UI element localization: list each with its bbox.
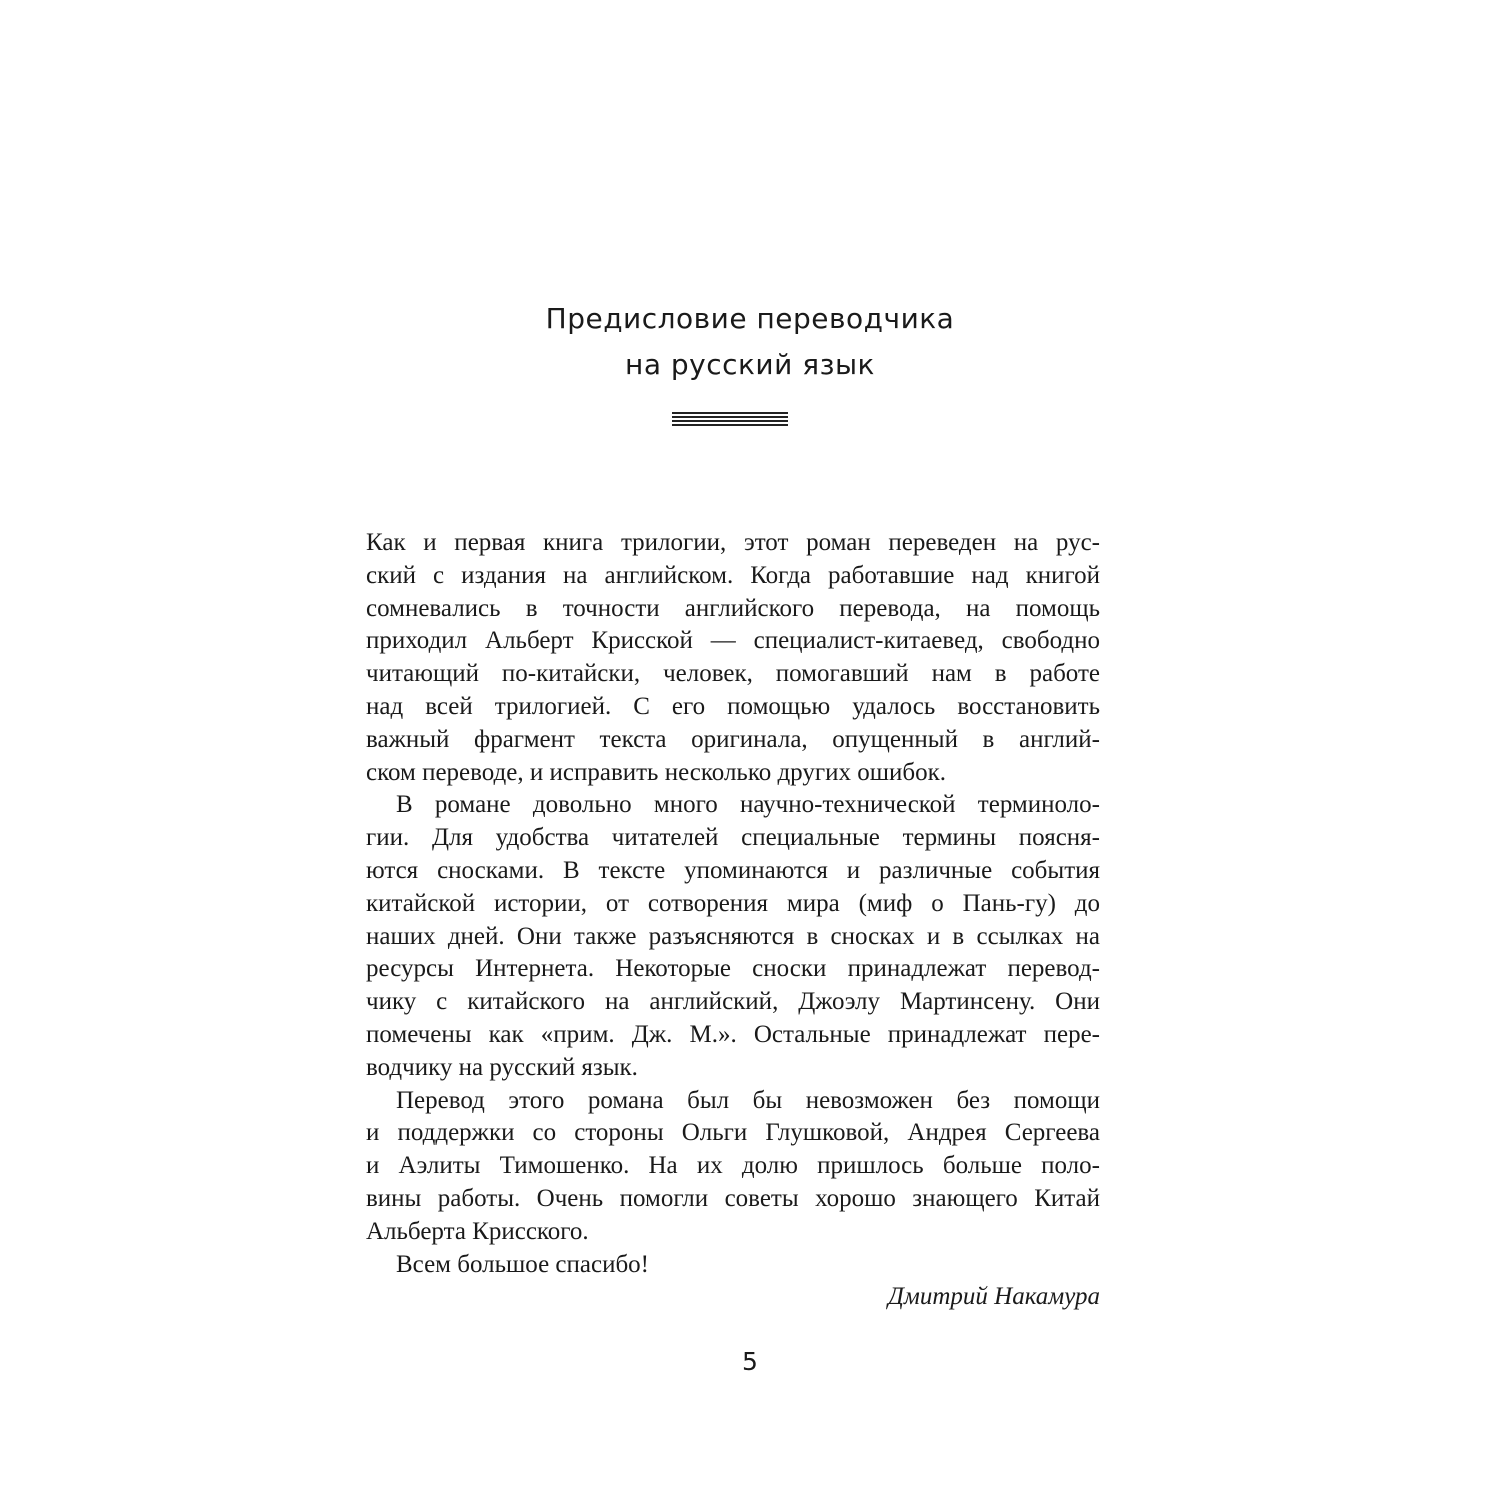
text-line: ются сносками. В тексте упоминаются и различные события [366,856,1100,884]
text-line: гии. Для удобства читателей специальные термины поясня- [366,824,1100,852]
text-line: Как и первая книга трилогии, этот роман переведен на рус- [366,529,1100,556]
text-line: приходил Альберт Крисской — специалист-китаевед, свободно [366,627,1100,655]
text-line: и Аэлиты Тимошенко. На их долю пришлось больше поло- [366,1152,1100,1180]
page-number: 5 [742,1347,758,1376]
text-line: В романе довольно много научно-технической терминоло- [396,791,1100,819]
text-line: ском переводе, и исправить несколько других ошибок. [366,758,946,786]
text-line: водчику на русский язык. [366,1053,638,1081]
text-line: вины работы. Очень помогли советы хорошо знающего Китай [366,1184,1100,1212]
text-line: Всем большое спасибо! [396,1250,650,1278]
text-line: Перевод этого романа был бы невозможен без помощи [396,1086,1100,1114]
text-line: помечены как «прим. Дж. М.». Остальные принадлежат пере- [366,1020,1100,1048]
text-line: ский с издания на английском. Когда работавшие над книгой [366,561,1100,589]
text-line: китайской истории, от сотворения мира (миф о Пань-гу) до [366,889,1100,917]
text-line: над всей трилогией. С его помощью удалось восстановить [366,692,1100,720]
text-line: и поддержки со стороны Ольги Глушковой, Андрея Сергеева [366,1119,1100,1147]
text-line: наших дней. Они также разъясняются в сносках и в ссылках на [366,922,1100,950]
text-line: сомневались в точности английского перевода, на помощь [366,594,1100,622]
page-title [0,296,1500,388]
title-line-1: Предисловие переводчика [545,302,955,335]
text-line: читающий по-китайски, человек, помогавший нам в работе [366,660,1100,688]
text-line: чику с китайского на английский, Джоэлу Мартинсену. Они [366,988,1100,1016]
signature: Дмитрий Накамура [887,1283,1100,1311]
title-line-2: на русский язык [625,348,875,381]
title-divider-ornament [672,412,788,426]
text-line: Альберта Крисского. [366,1217,589,1245]
text-line: важный фрагмент текста оригинала, опущенный в англий- [366,725,1100,753]
text-line: ресурсы Интернета. Некоторые сноски принадлежат перевод- [366,955,1100,983]
body-text [366,527,1100,1314]
